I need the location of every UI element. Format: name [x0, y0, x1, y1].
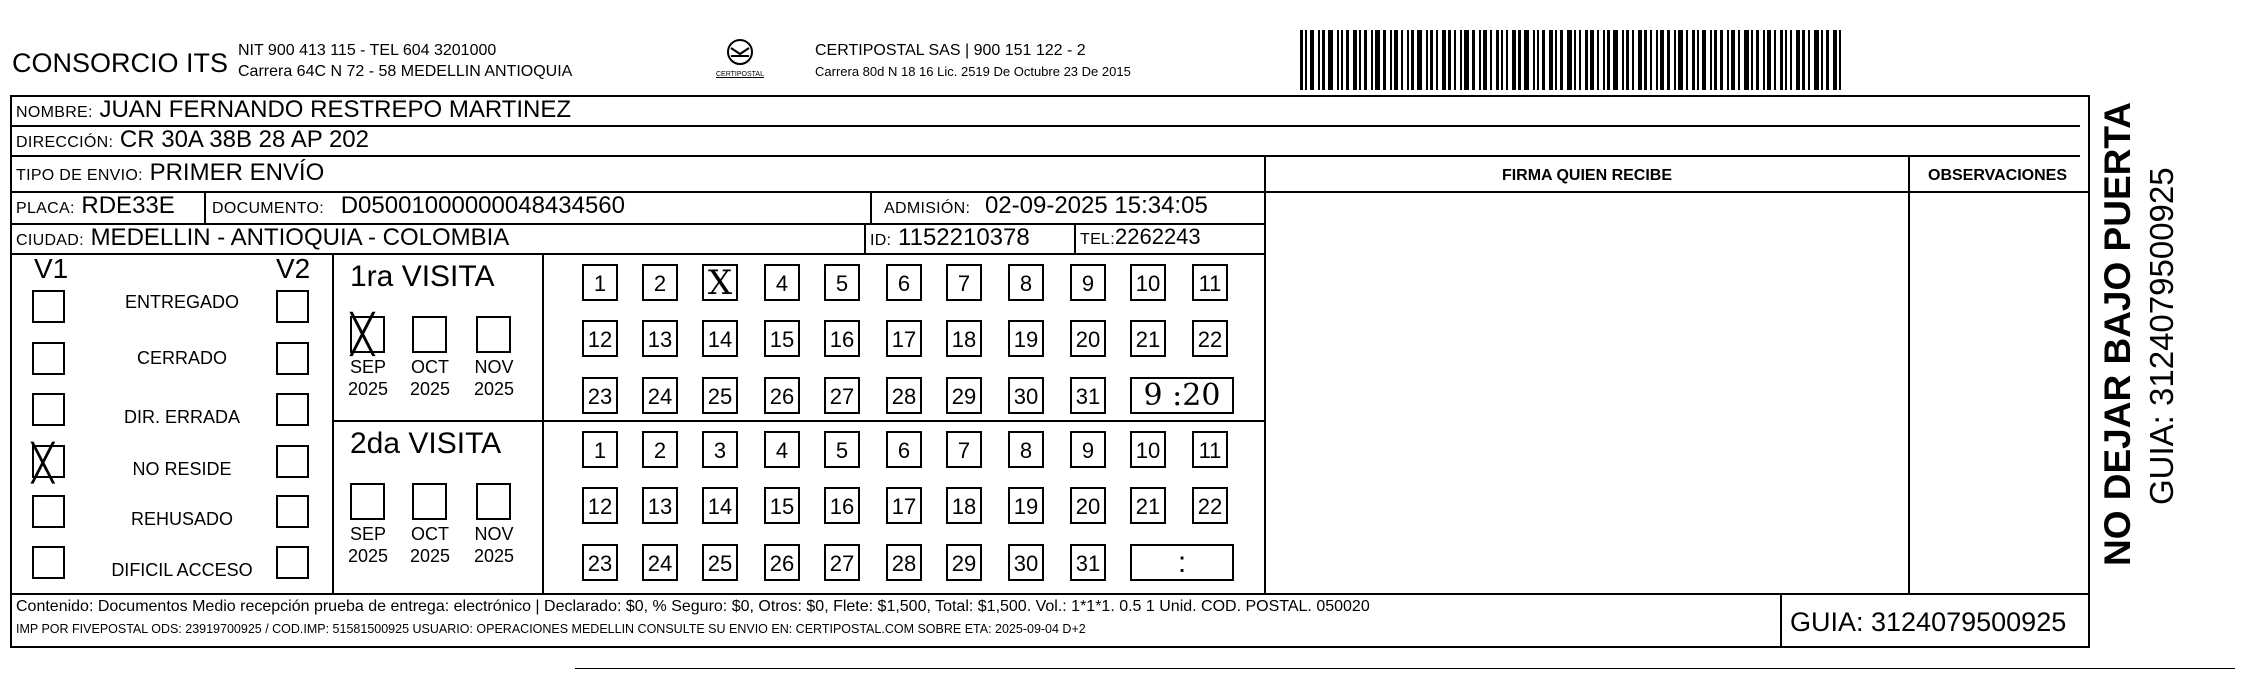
day-box[interactable]: 14 — [702, 320, 738, 357]
day-box[interactable]: 6 — [886, 431, 922, 468]
logo-text: CERTIPOSTAL — [716, 71, 764, 78]
barcode-bar — [1353, 30, 1357, 90]
day-box[interactable]: 9 — [1070, 431, 1106, 468]
barcode-bar — [1483, 30, 1487, 90]
day-box[interactable]: 1 — [582, 264, 618, 301]
day-box[interactable]: 16 — [824, 487, 860, 524]
v2-checkbox[interactable] — [276, 495, 309, 528]
status-label: ENTREGADO — [124, 292, 239, 312]
no-dejar-bajo-puerta: NO DEJAR BAJO PUERTA — [2097, 102, 2138, 566]
month-checkbox[interactable] — [476, 316, 511, 353]
tel-label: TEL: — [1080, 231, 1115, 248]
barcode-bar — [1774, 30, 1776, 90]
barcode-bar — [1417, 30, 1422, 90]
day-box[interactable]: 25 — [702, 544, 738, 581]
barcode-bar — [1632, 30, 1634, 90]
day-box[interactable]: 29 — [946, 377, 982, 414]
barcode-bar — [1310, 30, 1314, 90]
company-nit: NIT 900 413 115 - TEL 604 3201000 — [238, 42, 497, 59]
barcode-bar — [1744, 30, 1749, 90]
day-box[interactable]: 21 — [1130, 320, 1166, 357]
barcode-bar — [1390, 30, 1392, 90]
barcode-bar — [1780, 30, 1783, 90]
v2-checkbox[interactable] — [276, 342, 309, 375]
day-box[interactable]: 8 — [1008, 264, 1044, 301]
barcode-bar — [1692, 30, 1695, 90]
barcode-bar — [1622, 30, 1624, 90]
month-label — [338, 523, 398, 567]
barcode-bar — [1375, 30, 1380, 90]
day-box[interactable]: 12 — [582, 487, 618, 524]
day-box[interactable]: 23 — [582, 544, 618, 581]
barcode-bar — [1407, 30, 1409, 90]
visit-title: 2da VISITA — [350, 427, 502, 460]
month-name: NOV — [474, 357, 514, 377]
month-checkbox[interactable] — [476, 483, 511, 520]
barcode-bar — [1364, 30, 1367, 90]
day-box[interactable]: 27 — [824, 544, 860, 581]
direccion-row — [16, 126, 369, 154]
day-box[interactable]: 23 — [582, 377, 618, 414]
month-year: 2025 — [409, 379, 451, 399]
month-name: NOV — [474, 524, 514, 544]
time-box[interactable]: : — [1130, 544, 1234, 581]
barcode-bar — [1300, 30, 1303, 90]
barcode-bar — [1650, 30, 1652, 90]
day-box[interactable]: 27 — [824, 377, 860, 414]
barcode-bar — [1590, 30, 1594, 90]
month-name: SEP — [349, 357, 387, 377]
barcode-bar — [1710, 30, 1712, 90]
v1-checkbox[interactable] — [32, 342, 65, 375]
status-label: REHUSADO — [130, 509, 233, 529]
documento-value: D05001000000048434560 — [340, 192, 626, 219]
certipostal-title: CERTIPOSTAL SAS | 900 151 122 - 2 — [815, 42, 1086, 59]
barcode-bar — [1626, 30, 1629, 90]
barcode-bar — [1341, 30, 1343, 90]
barcode-bar — [1607, 30, 1610, 90]
barcode-bar — [1501, 30, 1503, 90]
day-box[interactable]: 7 — [946, 431, 982, 468]
admision-row — [884, 192, 1208, 220]
status-label: DIR. ERRADA — [123, 407, 240, 427]
day-box[interactable]: 22 — [1192, 487, 1228, 524]
barcode-bar — [1472, 30, 1475, 90]
barcode-bar — [1533, 30, 1535, 90]
barcode-bar — [1518, 30, 1521, 90]
barcode-bar — [1549, 30, 1553, 90]
day-box[interactable]: 31 — [1070, 377, 1106, 414]
status-label: DIFICIL ACCESO — [111, 560, 253, 580]
month-year: 2025 — [347, 379, 389, 399]
v2-checkbox[interactable] — [276, 445, 309, 478]
footer-impresion: IMP POR FIVEPOSTAL ODS: 23919700925 / COD.IMP: 51581500925 USUARIO: OPERACIONES MEDELLIN CONSULTE SU ENVIO EN: CERTIPOSTAL.COM SOBRE ETA: 2025-09-04 D+2 — [16, 622, 1086, 636]
barcode-bar — [1660, 30, 1664, 90]
barcode-bar — [1808, 30, 1810, 90]
day-box[interactable]: 13 — [642, 320, 678, 357]
day-box[interactable]: 22 — [1192, 320, 1228, 357]
day-box[interactable]: 6 — [886, 264, 922, 301]
barcode-bar — [1731, 30, 1735, 90]
barcode-bar — [1430, 30, 1433, 90]
day-box[interactable]: 18 — [946, 487, 982, 524]
barcode-bar — [1394, 30, 1398, 90]
month-name: OCT — [411, 524, 449, 544]
barcode-bar — [1802, 30, 1805, 90]
barcode-bar — [1814, 30, 1819, 90]
barcode-bar — [1479, 30, 1481, 90]
certipostal-logo — [700, 38, 780, 84]
barcode-bar — [1790, 30, 1792, 90]
month-label — [464, 523, 524, 567]
barcode-bar — [1727, 30, 1729, 90]
ciudad-label: CIUDAD: — [16, 232, 84, 249]
barcode — [1300, 30, 1844, 90]
placa-value: RDE33E — [81, 192, 175, 219]
day-box[interactable]: 15 — [764, 320, 800, 357]
v1-checkbox[interactable] — [32, 442, 65, 483]
day-box[interactable]: 17 — [886, 487, 922, 524]
side-guia: GUIA: 3124079500925 — [2143, 167, 2180, 505]
barcode-bar — [1839, 30, 1841, 90]
ciudad-value: MEDELLIN - ANTIOQUIA - COLOMBIA — [90, 224, 510, 251]
barcode-bar — [1346, 30, 1349, 90]
certipostal-license: Carrera 80d N 18 16 Lic. 2519 De Octubre 23 De 2015 — [815, 64, 1131, 79]
documento-label: DOCUMENTO: — [212, 200, 325, 217]
day-box[interactable]: 21 — [1130, 487, 1166, 524]
month-checkbox[interactable] — [412, 483, 447, 520]
day-box[interactable]: 7 — [946, 264, 982, 301]
day-box[interactable]: X — [702, 264, 738, 301]
visit-title: 1ra VISITA — [350, 260, 495, 293]
id-value: 1152210378 — [898, 224, 1030, 251]
day-box[interactable]: 28 — [886, 544, 922, 581]
day-box[interactable]: 15 — [764, 487, 800, 524]
barcode-bar — [1506, 30, 1508, 90]
v1-header: V1 — [34, 253, 69, 284]
day-box[interactable]: 19 — [1008, 487, 1044, 524]
month-checkbox[interactable] — [412, 316, 447, 353]
day-box[interactable]: 3 — [702, 431, 738, 468]
barcode-bar — [1597, 30, 1599, 90]
barcode-bar — [1401, 30, 1403, 90]
v1-checkbox[interactable] — [32, 393, 65, 426]
day-box[interactable]: 11 — [1192, 264, 1228, 301]
tipo-row — [16, 159, 324, 187]
day-box[interactable]: 17 — [886, 320, 922, 357]
barcode-bar — [1738, 30, 1740, 90]
tipo-value: PRIMER ENVÍO — [149, 159, 325, 186]
barcode-bar — [1411, 30, 1414, 90]
barcode-bar — [1537, 30, 1539, 90]
day-box[interactable]: 2 — [642, 264, 678, 301]
day-box[interactable]: 24 — [642, 377, 678, 414]
day-box[interactable]: 29 — [946, 544, 982, 581]
v1-checkbox[interactable] — [32, 290, 65, 323]
barcode-bar — [1496, 30, 1499, 90]
month-label — [400, 523, 460, 567]
day-box[interactable]: 12 — [582, 320, 618, 357]
month-name: SEP — [349, 524, 387, 544]
barcode-bar — [1383, 30, 1386, 90]
month-year: 2025 — [409, 546, 451, 566]
barcode-bar — [1560, 30, 1563, 90]
day-box[interactable]: 30 — [1008, 377, 1044, 414]
footer-guia: GUIA: 3124079500925 — [1790, 607, 2067, 637]
barcode-bar — [1318, 30, 1320, 90]
day-box[interactable]: 5 — [824, 264, 860, 301]
day-box[interactable]: 10 — [1130, 264, 1166, 301]
barcode-bar — [1448, 30, 1451, 90]
barcode-bar — [1328, 30, 1333, 90]
nombre-label: NOMBRE: — [16, 104, 93, 121]
barcode-bar — [1371, 30, 1373, 90]
barcode-bar — [1454, 30, 1456, 90]
day-box[interactable]: 30 — [1008, 544, 1044, 581]
footer-contenido: Contenido: Documentos Medio recepción prueba de entrega: electrónico | Declarado: $0, % Seguro: $0, Otros: $0, Flete: $1,500, Total: $1,500. Vol.: 1*1*1. 0.5 1 Unid. COD. POSTAL. 050020 — [16, 598, 1370, 615]
day-box[interactable]: 5 — [824, 431, 860, 468]
month-label — [400, 356, 460, 400]
day-box[interactable]: 4 — [764, 264, 800, 301]
month-label — [338, 356, 398, 400]
tel-value: 2262243 — [1115, 224, 1201, 249]
month-name: OCT — [411, 357, 449, 377]
barcode-bar — [1490, 30, 1492, 90]
month-checkbox[interactable] — [350, 314, 385, 356]
day-box[interactable]: 18 — [946, 320, 982, 357]
placa-label: PLACA: — [16, 200, 75, 217]
status-label: CERRADO — [136, 348, 227, 368]
day-box[interactable]: 24 — [642, 544, 678, 581]
nombre-value: JUAN FERNANDO RESTREPO MARTINEZ — [99, 96, 572, 123]
day-box[interactable]: 19 — [1008, 320, 1044, 357]
barcode-bar — [1464, 30, 1469, 90]
barcode-bar — [1442, 30, 1446, 90]
barcode-bar — [1322, 30, 1325, 90]
barcode-bar — [1767, 30, 1771, 90]
barcode-bar — [1720, 30, 1723, 90]
month-year: 2025 — [473, 379, 515, 399]
barcode-bar — [1359, 30, 1361, 90]
barcode-bar — [1763, 30, 1765, 90]
firma-header: FIRMA QUIEN RECIBE — [1501, 167, 1673, 184]
time-box[interactable]: 9 :20 — [1130, 377, 1234, 414]
direccion-value: CR 30A 38B 28 AP 202 — [119, 126, 369, 153]
tel-row — [1080, 224, 1201, 250]
barcode-bar — [1826, 30, 1829, 90]
barcode-bar — [1460, 30, 1462, 90]
barcode-bar — [1436, 30, 1438, 90]
day-box[interactable]: 14 — [702, 487, 738, 524]
barcode-bar — [1585, 30, 1588, 90]
barcode-bar — [1613, 30, 1618, 90]
barcode-bar — [1512, 30, 1516, 90]
v2-checkbox[interactable] — [276, 393, 309, 426]
barcode-bar — [1674, 30, 1676, 90]
day-box[interactable]: 1 — [582, 431, 618, 468]
month-year: 2025 — [347, 546, 389, 566]
barcode-bar — [1305, 30, 1307, 90]
id-row — [870, 224, 1030, 252]
check-mark-icon: ╳ — [32, 442, 54, 483]
check-mark-icon: ╳ — [351, 314, 374, 356]
barcode-bar — [1638, 30, 1642, 90]
barcode-bar — [1656, 30, 1658, 90]
status-label: NO RESIDE — [132, 459, 232, 479]
barcode-bar — [1756, 30, 1759, 90]
barcode-bar — [1524, 30, 1529, 90]
barcode-bar — [1644, 30, 1647, 90]
day-box[interactable]: 13 — [642, 487, 678, 524]
documento-row — [212, 192, 625, 220]
day-box[interactable]: 28 — [886, 377, 922, 414]
observaciones-header: OBSERVACIONES — [1928, 167, 2067, 184]
day-box[interactable]: 16 — [824, 320, 860, 357]
day-box[interactable]: 10 — [1130, 431, 1166, 468]
barcode-bar — [1579, 30, 1581, 90]
envelope-icon — [720, 38, 760, 66]
day-box[interactable]: 11 — [1192, 431, 1228, 468]
month-year: 2025 — [473, 546, 515, 566]
barcode-bar — [1337, 30, 1339, 90]
day-box[interactable]: 9 — [1070, 264, 1106, 301]
tipo-label: TIPO DE ENVIO: — [16, 167, 143, 184]
barcode-bar — [1603, 30, 1605, 90]
barcode-bar — [1751, 30, 1753, 90]
barcode-bar — [1697, 30, 1699, 90]
ciudad-row — [16, 224, 509, 252]
barcode-bar — [1678, 30, 1683, 90]
day-box[interactable]: 20 — [1070, 487, 1106, 524]
day-box[interactable]: 26 — [764, 544, 800, 581]
company-name: CONSORCIO ITS — [12, 48, 229, 78]
barcode-bar — [1785, 30, 1787, 90]
day-box[interactable]: 2 — [642, 431, 678, 468]
barcode-bar — [1426, 30, 1428, 90]
day-box[interactable]: 26 — [764, 377, 800, 414]
barcode-bar — [1686, 30, 1688, 90]
v2-checkbox[interactable] — [276, 290, 309, 323]
nombre-row — [16, 96, 571, 124]
placa-row — [16, 192, 175, 220]
day-box[interactable]: 31 — [1070, 544, 1106, 581]
v1-checkbox[interactable] — [32, 546, 65, 579]
day-box[interactable]: 25 — [702, 377, 738, 414]
v2-header: V2 — [276, 253, 311, 284]
day-box[interactable]: 8 — [1008, 431, 1044, 468]
v2-checkbox[interactable] — [276, 546, 309, 579]
direccion-label: DIRECCIÓN: — [16, 134, 114, 151]
month-checkbox[interactable] — [350, 483, 385, 520]
v1-checkbox[interactable] — [32, 495, 65, 528]
barcode-bar — [1555, 30, 1557, 90]
day-box[interactable]: 4 — [764, 431, 800, 468]
barcode-bar — [1702, 30, 1706, 90]
admision-label: ADMISIÓN: — [884, 200, 971, 217]
barcode-bar — [1667, 30, 1670, 90]
month-label — [464, 356, 524, 400]
barcode-bar — [1821, 30, 1823, 90]
barcode-bar — [1714, 30, 1717, 90]
barcode-bar — [1574, 30, 1576, 90]
barcode-bar — [1833, 30, 1837, 90]
company-address: Carrera 64C N 72 - 58 MEDELLIN ANTIOQUIA — [238, 63, 573, 80]
barcode-bar — [1796, 30, 1800, 90]
barcode-bar — [1542, 30, 1545, 90]
barcode-bar — [1567, 30, 1572, 90]
day-box[interactable]: 20 — [1070, 320, 1106, 357]
admision-value: 02-09-2025 15:34:05 — [984, 192, 1208, 219]
id-label: ID: — [870, 232, 892, 249]
